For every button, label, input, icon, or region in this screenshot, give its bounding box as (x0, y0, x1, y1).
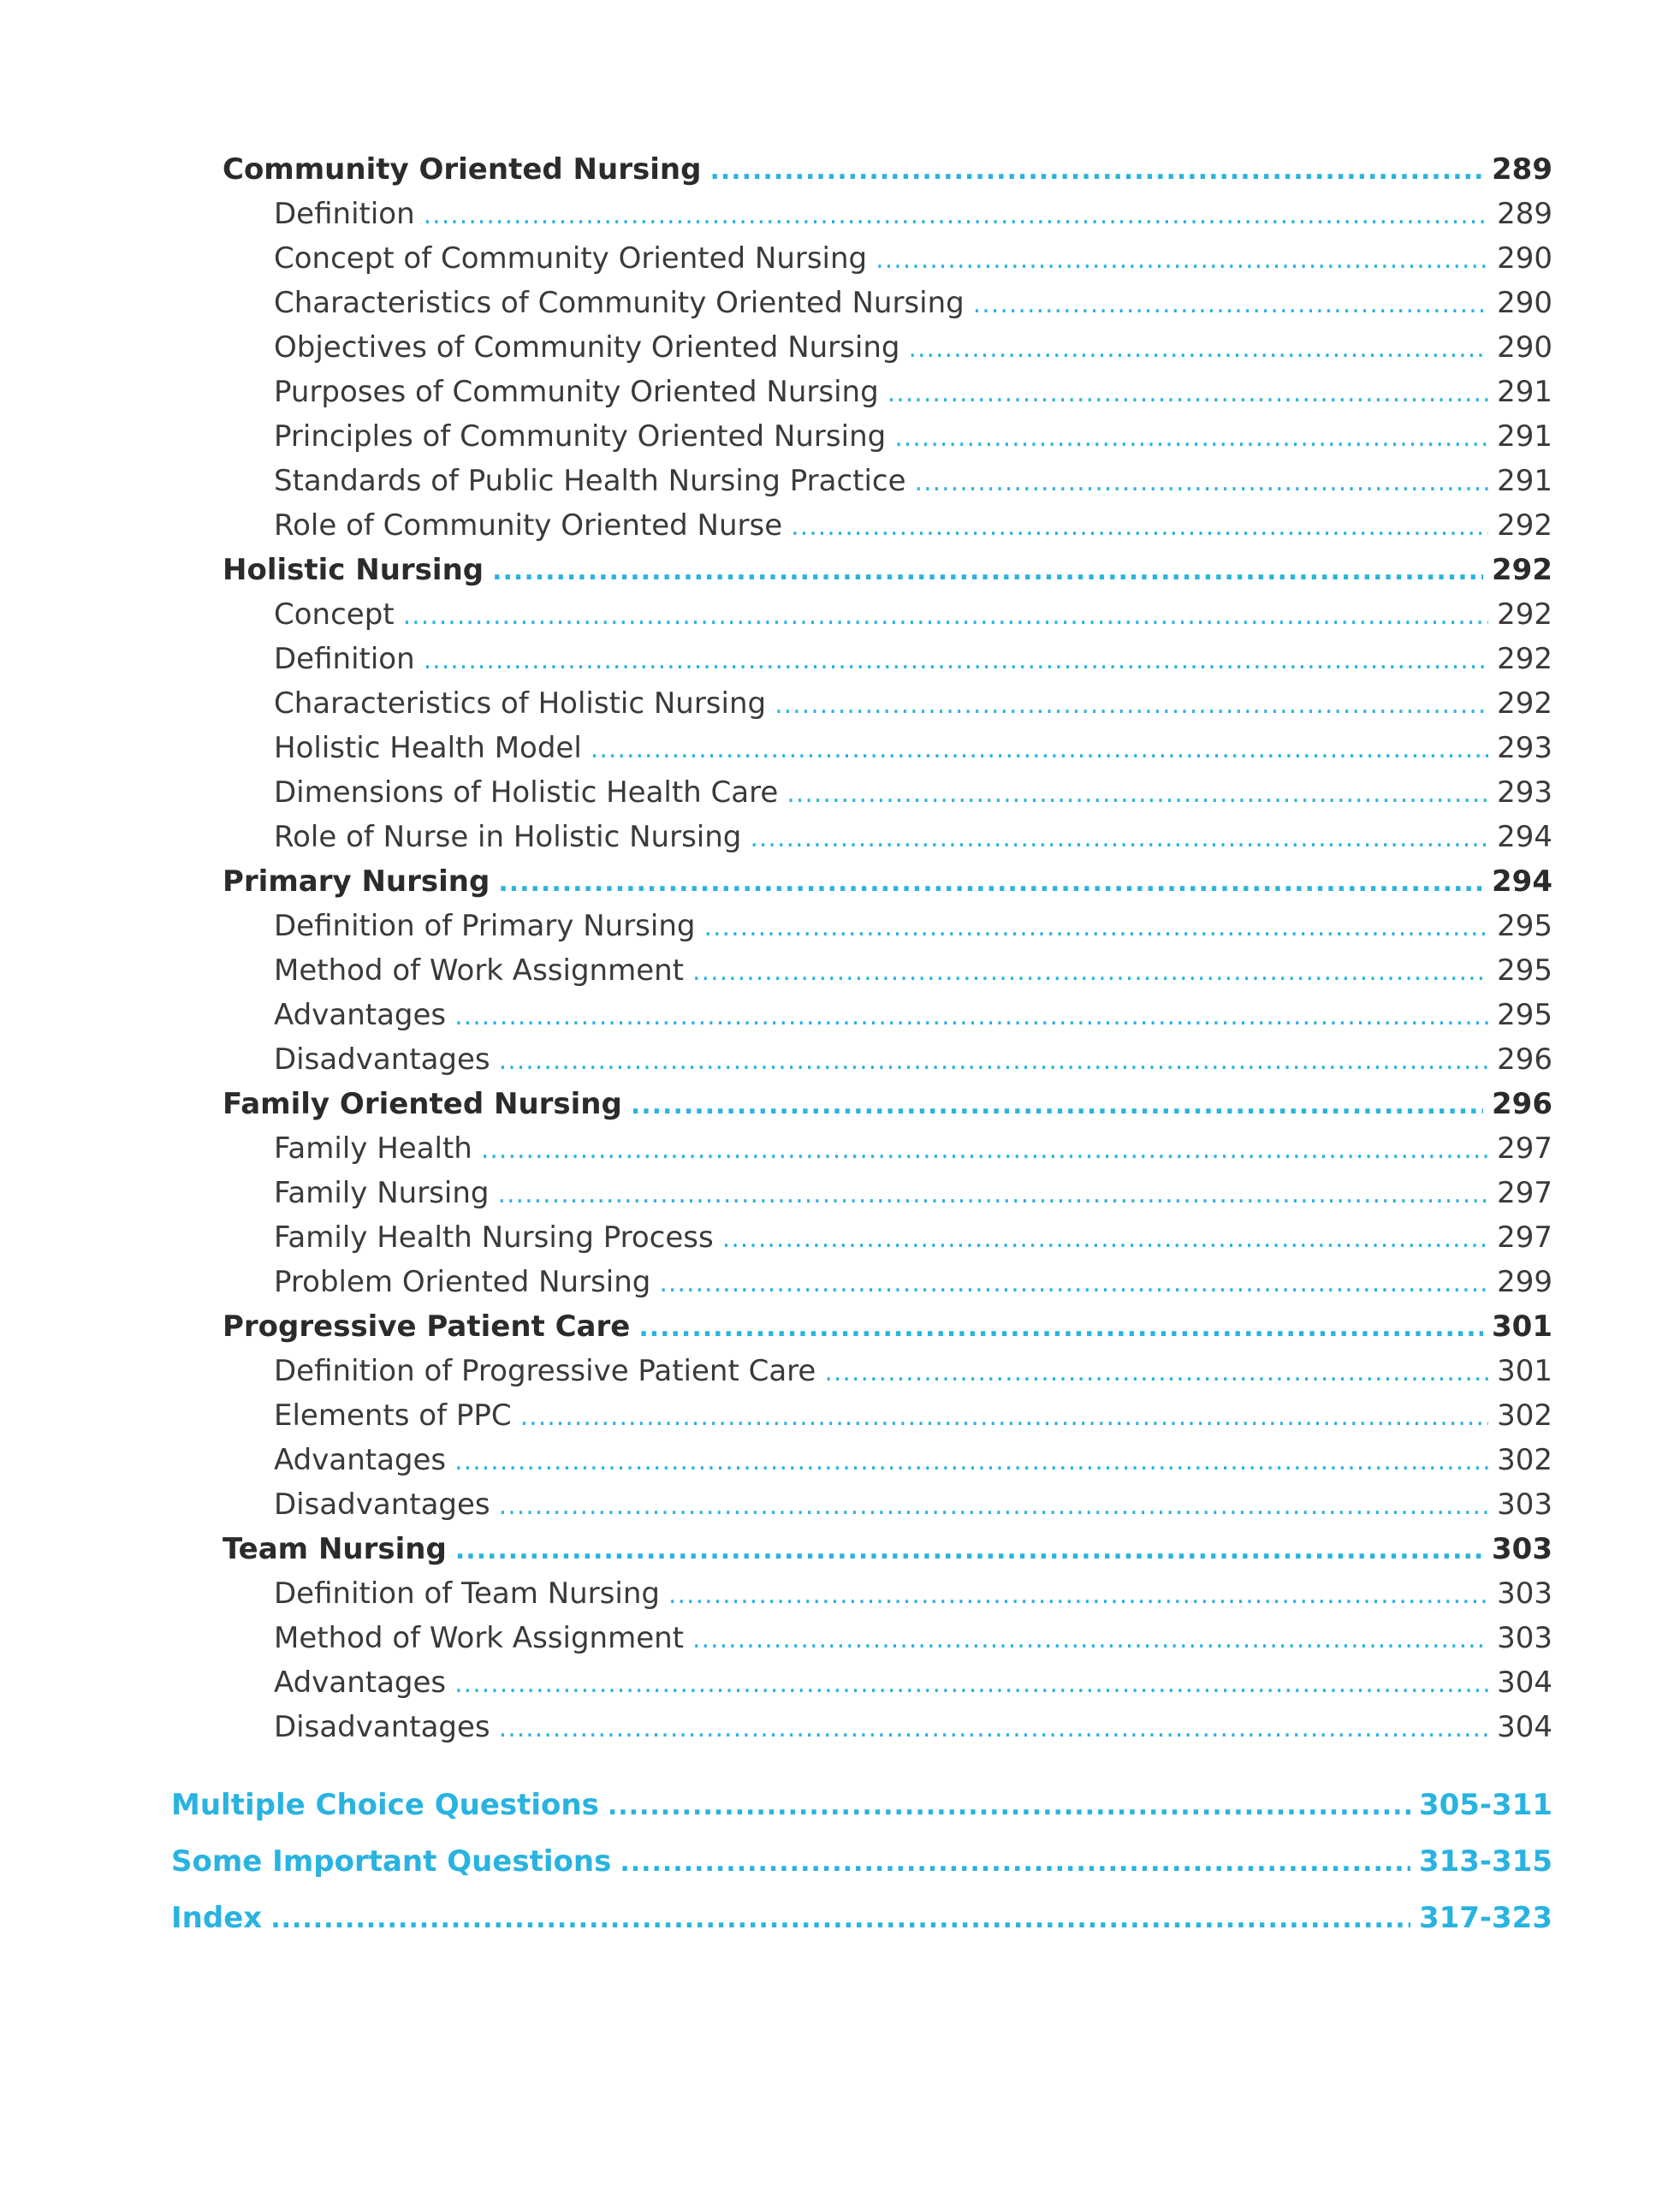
toc-item-title: Principles of Community Oriented Nursing (274, 419, 887, 454)
dot-leader (659, 1262, 1488, 1304)
toc-section-holistic-nursing[interactable] (171, 548, 1552, 592)
toc-page-number: 292 (1497, 642, 1552, 676)
toc-page-number: 292 (1492, 553, 1552, 587)
toc-item-title: Definition of Primary Nursing (274, 909, 696, 943)
toc-item-title: Standards of Public Health Nursing Practice (274, 464, 906, 498)
toc-section-community-oriented-nursing[interactable] (171, 147, 1552, 192)
toc-page-range: 313-315 (1418, 1844, 1552, 1879)
toc-item-title: Definition (274, 197, 415, 231)
toc-item[interactable] (171, 1393, 1552, 1438)
toc-item-title: Disadvantages (274, 1710, 490, 1744)
toc-item[interactable] (171, 236, 1552, 281)
toc-page-number: 304 (1497, 1710, 1552, 1744)
toc-item[interactable] (171, 904, 1552, 948)
dot-leader (915, 460, 1489, 503)
toc-item[interactable] (171, 637, 1552, 681)
toc-section-progressive-patient-care[interactable] (171, 1304, 1552, 1349)
dot-leader (787, 772, 1488, 815)
toc-item-title: Family Nursing (274, 1176, 490, 1210)
toc-page-number: 292 (1497, 686, 1552, 721)
dot-leader (499, 1484, 1488, 1527)
toc-section-title: Community Oriented Nursing (223, 152, 702, 187)
dot-leader (424, 638, 1488, 681)
toc-item[interactable] (171, 770, 1552, 815)
dot-leader (824, 1351, 1488, 1393)
toc-top-some-important-questions[interactable] (171, 1833, 1552, 1890)
toc-page-number: 294 (1492, 864, 1552, 899)
toc-page-number: 303 (1497, 1576, 1552, 1611)
toc-section-title: Team Nursing (223, 1532, 447, 1566)
toc-item-title: Role of Nurse in Holistic Nursing (274, 820, 742, 854)
toc-section-title: Family Oriented Nursing (223, 1087, 622, 1121)
toc-section-title: Primary Nursing (223, 864, 490, 899)
toc-page-number: 302 (1497, 1443, 1552, 1477)
dot-leader (668, 1573, 1488, 1616)
dot-leader (454, 1662, 1488, 1705)
toc-item-title: Definition of Progressive Patient Care (274, 1354, 816, 1388)
toc-item[interactable] (171, 459, 1552, 503)
dot-leader (403, 594, 1488, 637)
toc-top-entries (171, 1777, 1552, 1946)
toc-page-number: 289 (1497, 197, 1552, 231)
toc-top-title: Multiple Choice Questions (171, 1788, 599, 1822)
toc-page-number: 293 (1497, 731, 1552, 765)
toc-item[interactable] (171, 325, 1552, 370)
toc-item[interactable] (171, 1482, 1552, 1527)
dot-leader (492, 549, 1483, 592)
toc-page-number: 303 (1492, 1532, 1552, 1566)
toc-page-number: 302 (1497, 1398, 1552, 1433)
toc-page-number: 290 (1497, 286, 1552, 320)
toc-page-number: 303 (1497, 1621, 1552, 1655)
toc-page-number: 291 (1497, 375, 1552, 409)
dot-leader (703, 905, 1488, 948)
toc-section-team-nursing[interactable] (171, 1527, 1552, 1571)
toc-item[interactable] (171, 993, 1552, 1037)
toc-page-number: 292 (1497, 597, 1552, 632)
dot-leader (709, 149, 1483, 192)
toc-item[interactable] (171, 1571, 1552, 1616)
toc-item-title: Objectives of Community Oriented Nursing (274, 330, 900, 365)
toc-page-number: 295 (1497, 909, 1552, 943)
toc-page-range: 317-323 (1418, 1901, 1552, 1935)
toc-page-number: 297 (1497, 1131, 1552, 1166)
toc-item-title: Definition (274, 642, 415, 676)
toc-item[interactable] (171, 192, 1552, 236)
toc-item[interactable] (171, 503, 1552, 548)
dot-leader (499, 1039, 1488, 1082)
dot-leader (722, 1217, 1488, 1260)
toc-item-title: Disadvantages (274, 1487, 490, 1522)
dot-leader (520, 1395, 1488, 1438)
toc-top-index[interactable] (171, 1890, 1552, 1946)
toc-item[interactable] (171, 681, 1552, 726)
toc-page-number: 291 (1497, 464, 1552, 498)
toc-item-title: Purposes of Community Oriented Nursing (274, 375, 879, 409)
toc-page-number: 294 (1497, 820, 1552, 854)
toc-top-title: Index (171, 1901, 263, 1935)
toc-item[interactable] (171, 414, 1552, 459)
dot-leader (876, 238, 1488, 281)
toc-section-title: Progressive Patient Care (223, 1309, 631, 1344)
toc-page-number: 289 (1492, 152, 1552, 187)
dot-leader (692, 950, 1488, 993)
toc-item[interactable] (171, 1438, 1552, 1482)
table-of-contents (171, 147, 1552, 1946)
toc-item[interactable] (171, 948, 1552, 993)
toc-item-title: Method of Work Assignment (274, 953, 684, 988)
dot-leader (894, 416, 1488, 459)
toc-page-number: 301 (1497, 1354, 1552, 1388)
dot-leader (908, 327, 1488, 370)
dot-leader (973, 282, 1488, 325)
dot-leader (620, 1835, 1410, 1890)
dot-leader (424, 193, 1488, 236)
toc-item-title: Concept (274, 597, 395, 632)
toc-page-number: 291 (1497, 419, 1552, 454)
toc-item[interactable] (171, 370, 1552, 414)
dot-leader (887, 371, 1488, 414)
toc-item-title: Characteristics of Holistic Nursing (274, 686, 767, 721)
dot-leader (499, 1707, 1488, 1749)
toc-page-number: 290 (1497, 241, 1552, 276)
toc-top-title: Some Important Questions (171, 1844, 612, 1879)
toc-page-number: 296 (1492, 1087, 1552, 1121)
dot-leader (638, 1306, 1483, 1349)
dot-leader (631, 1084, 1483, 1126)
dot-leader (497, 1173, 1488, 1215)
toc-item-title: Concept of Community Oriented Nursing (274, 241, 868, 276)
toc-section-primary-nursing[interactable] (171, 859, 1552, 904)
toc-page-number: 296 (1497, 1042, 1552, 1077)
toc-page-number: 290 (1497, 330, 1552, 365)
toc-item[interactable] (171, 592, 1552, 637)
toc-item[interactable] (171, 281, 1552, 325)
toc-item-title: Family Health Nursing Process (274, 1220, 714, 1255)
dot-leader (454, 1440, 1488, 1482)
toc-item-title: Advantages (274, 998, 447, 1032)
toc-item[interactable] (171, 1616, 1552, 1660)
toc-page-number: 297 (1497, 1176, 1552, 1210)
toc-item-title: Disadvantages (274, 1042, 490, 1077)
toc-item[interactable] (171, 815, 1552, 859)
dot-leader (692, 1618, 1488, 1660)
toc-item[interactable] (171, 726, 1552, 770)
dot-leader (608, 1778, 1410, 1833)
toc-item-title: Elements of PPC (274, 1398, 512, 1433)
toc-item[interactable] (171, 1126, 1552, 1171)
toc-item-title: Family Health (274, 1131, 472, 1166)
toc-page-number: 303 (1497, 1487, 1552, 1522)
toc-item-title: Role of Community Oriented Nurse (274, 508, 783, 543)
toc-item[interactable] (171, 1215, 1552, 1260)
toc-page-number: 295 (1497, 953, 1552, 988)
toc-item-title: Advantages (274, 1666, 447, 1700)
dot-leader (750, 816, 1488, 859)
toc-item-title: Method of Work Assignment (274, 1621, 684, 1655)
dot-leader (455, 1529, 1483, 1571)
toc-item[interactable] (171, 1349, 1552, 1393)
toc-item-title: Characteristics of Community Oriented Nursing (274, 286, 965, 320)
toc-page-number: 297 (1497, 1220, 1552, 1255)
toc-section-title: Holistic Nursing (223, 553, 484, 587)
dot-leader (775, 683, 1488, 726)
dot-leader (591, 727, 1488, 770)
toc-item-title: Holistic Health Model (274, 731, 582, 765)
toc-item[interactable] (171, 1705, 1552, 1749)
toc-top-multiple-choice-questions[interactable] (171, 1777, 1552, 1833)
toc-page-number: 301 (1492, 1309, 1552, 1344)
dot-leader (454, 995, 1488, 1037)
toc-item-title: Advantages (274, 1443, 447, 1477)
toc-page-number: 299 (1497, 1265, 1552, 1299)
toc-section-family-oriented-nursing[interactable] (171, 1082, 1552, 1126)
toc-page-number: 304 (1497, 1666, 1552, 1700)
dot-leader (498, 861, 1483, 904)
dot-leader (270, 1891, 1410, 1946)
dot-leader (791, 505, 1488, 548)
toc-page-range: 305-311 (1418, 1788, 1552, 1822)
toc-item[interactable] (171, 1171, 1552, 1215)
toc-item-title: Problem Oriented Nursing (274, 1265, 651, 1299)
toc-item[interactable] (171, 1660, 1552, 1705)
toc-item-title: Definition of Team Nursing (274, 1576, 660, 1611)
toc-item-title: Dimensions of Holistic Health Care (274, 775, 779, 810)
dot-leader (481, 1128, 1488, 1171)
toc-page-number: 293 (1497, 775, 1552, 810)
toc-page-number: 292 (1497, 508, 1552, 543)
toc-item[interactable] (171, 1260, 1552, 1304)
toc-page-number: 295 (1497, 998, 1552, 1032)
toc-item[interactable] (171, 1037, 1552, 1082)
